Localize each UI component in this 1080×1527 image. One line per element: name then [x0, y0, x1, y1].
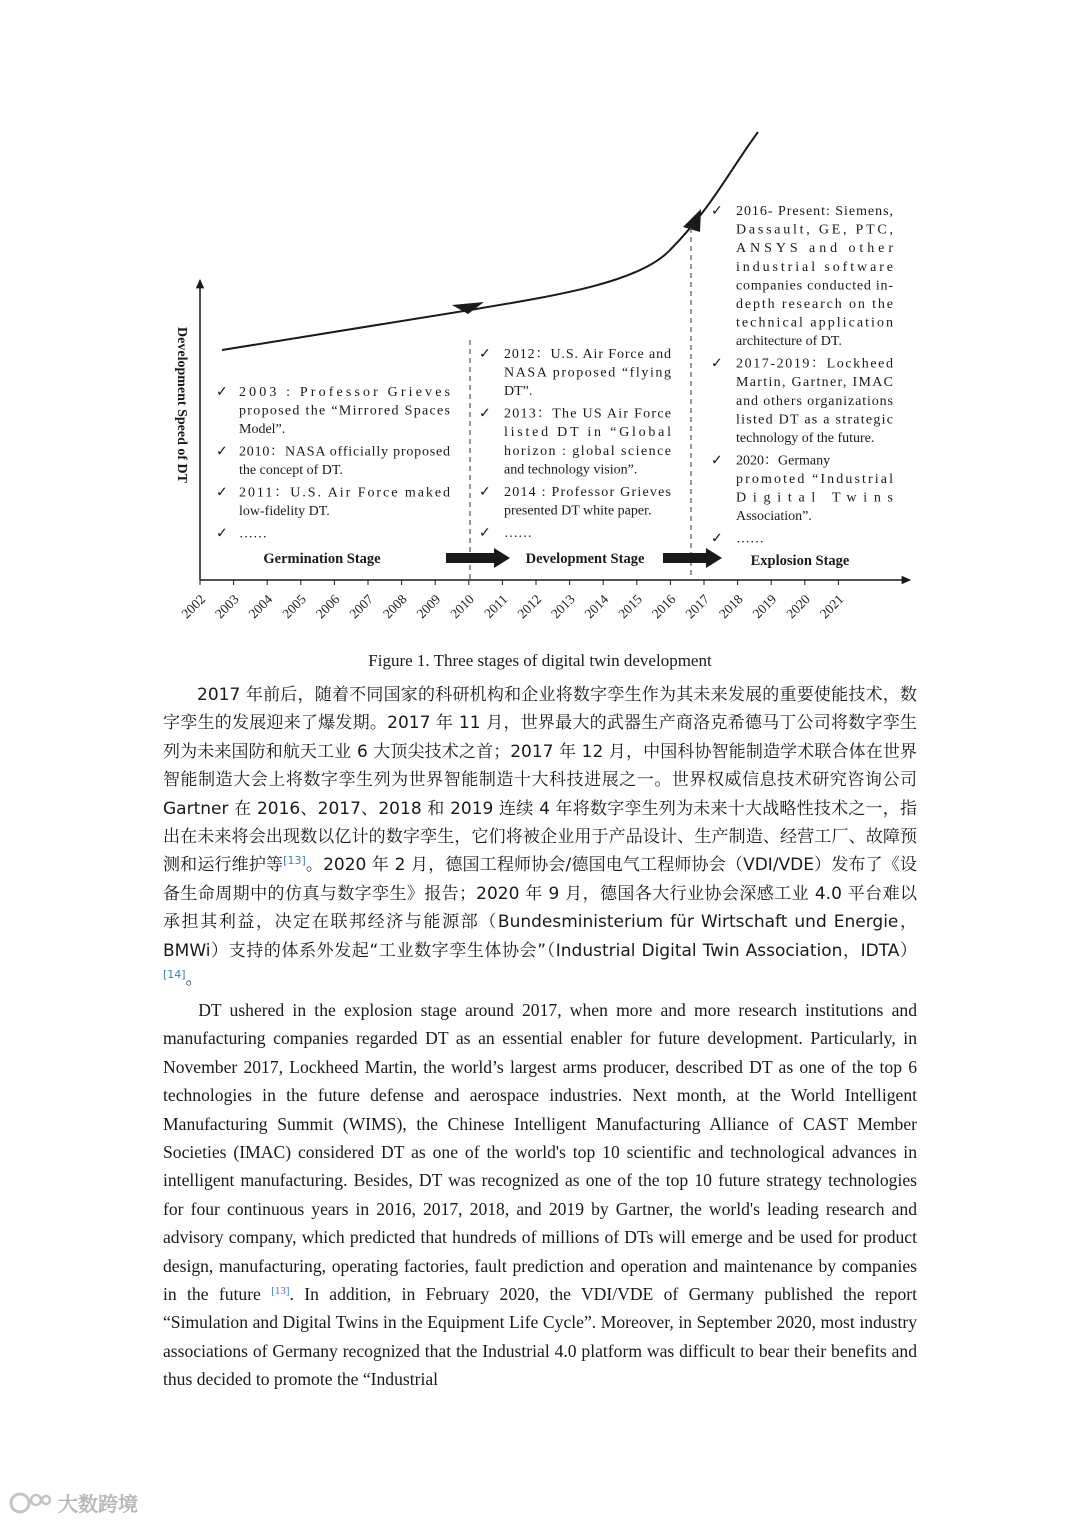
year-label-2011: 2011	[481, 591, 511, 621]
development-item-2-line: 2014 : Professor Grieves	[504, 484, 671, 500]
check-icon: ✓	[711, 531, 723, 547]
year-label-2008: 2008	[380, 591, 410, 622]
check-icon: ✓	[711, 204, 723, 219]
explosion-item-3-line: ……	[736, 531, 764, 547]
watermark-logo-icon	[8, 1491, 52, 1515]
explosion-item-1-line: 2017-2019：Lockheed	[736, 356, 893, 372]
explosion-item-0-line: companies conducted in-	[736, 278, 893, 294]
development-item-3-line: ……	[504, 525, 532, 541]
explosion-item-0-line: architecture of DT.	[736, 334, 842, 350]
zh-citation-13[interactable]: [13]	[283, 854, 306, 868]
development-item-2-line: presented DT white paper.	[504, 503, 652, 519]
en-text-1: DT ushered in the explosion stage around 2017, when more and more research institutions and manufacturing companies regarded DT as an essential enabler for future development. Particularly, in November 2017, Lockheed Martin, the world’s largest arms producer, described DT as one of the top 6 technologies in the future defense and aerospace industries. Next month, at the World Intelligent Manufacturing Summit (WIMS), the Chinese Intelligent Manufacturing Alliance of CAST Member Societies (IMAC) considered DT as one of the world's top 10 scientific and technological advances in intelligent manufacturing. Besides, DT was recognized as one of the top 10 future strategy technologies for four continuous years in 2016, 2017, 2018, and 2019 by Gartner, the world's leading research and advisory company, which predicted that hundreds of millions of DTs will emerge and be used for product design, manufacturing, operating factories, fault prediction and operation and maintenance by companies in the future	[163, 1000, 917, 1305]
germination-item-0-line: 2003 : Professor Grieves	[239, 385, 450, 400]
year-label-2014: 2014	[581, 591, 612, 622]
en-citation-13[interactable]: [13]	[271, 1285, 290, 1298]
germination-item-1-line: the concept of DT.	[239, 463, 343, 479]
development-item-1-line: and technology vision”.	[504, 462, 638, 478]
explosion-item-0-line: Dassault, GE, PTC,	[736, 222, 893, 238]
curve-arrow-2	[683, 209, 701, 232]
explosion-item-0-line: depth research on the	[736, 297, 893, 312]
year-label-2017: 2017	[682, 591, 713, 622]
year-label-2016: 2016	[648, 591, 679, 622]
year-label-2007: 2007	[346, 591, 377, 622]
germination-item-0-line: proposed the “Mirrored Spaces	[239, 403, 450, 419]
check-icon: ✓	[216, 485, 228, 501]
explosion-item-2-line: Association”.	[736, 509, 812, 525]
check-icon: ✓	[479, 347, 491, 362]
watermark-text: 大数跨境	[58, 1492, 138, 1516]
check-icon: ✓	[216, 444, 228, 460]
year-label-2015: 2015	[615, 591, 645, 622]
development-item-1-line: horizon : global science	[504, 443, 671, 459]
zh-citation-14[interactable]: [14]	[163, 968, 186, 982]
year-label-2005: 2005	[279, 591, 309, 622]
explosion-item-1-line: Martin, Gartner, IMAC	[736, 375, 893, 391]
explosion-item-2-line: Digital Twins	[736, 490, 893, 506]
germination-item-3-line: ……	[239, 526, 267, 542]
zh-text-3: 。	[185, 969, 203, 990]
check-icon: ✓	[479, 525, 491, 541]
check-icon: ✓	[216, 385, 228, 400]
year-label-2010: 2010	[447, 591, 477, 622]
year-label-2021: 2021	[816, 591, 847, 622]
explosion-item-0-line: technical application	[736, 315, 893, 331]
explosion-item-0-line: 2016- Present: Siemens,	[736, 204, 893, 219]
figure-caption: Figure 1. Three stages of digital twin development	[368, 651, 712, 670]
zh-text-2: 。2020 年 2 月，德国工程师协会/德国电气工程师协会（VDI/VDE）发布了《设备生命周期中的仿真与数字孪生》报告；2020 年 9 月，德国各大行业协会深感工业 4.0 平台难以承担其利益，决定在联邦经济与能源部（Bundesministerium für Wirtschaft und Energie，BMWi）支持的体系外发起“工业数字孪生体协会”（Industrial Digital Twin Association，IDTA）	[163, 855, 917, 961]
stage-label-development: Development Stage	[525, 551, 645, 567]
year-label-2003: 2003	[212, 591, 242, 622]
watermark	[8, 1488, 138, 1517]
year-label-2012: 2012	[514, 591, 545, 622]
development-item-0-line: NASA proposed “flying	[504, 365, 671, 381]
year-label-2006: 2006	[312, 591, 343, 622]
explosion-item-0-line: industrial software	[736, 259, 893, 275]
en-text-2: . In addition, in February 2020, the VDI/VDE of Germany published the report “Simulation and Digital Twins in the Equipment Life Cycle”. Moreover, in September 2020, most industry associations of Germany recognized that the Industrial 4.0 platform was difficult to bear their benefits and thus decided to promote the “Industrial	[163, 1284, 917, 1390]
zh-text-1: 2017 年前后，随着不同国家的科研机构和企业将数字孪生作为其未来发展的重要使能技术，数字孪生的发展迎来了爆发期。2017 年 11 月，世界最大的武器生产商洛克希德马丁公司将数字孪生列为未来国防和航天工业 6 大顶尖技术之首；2017 年 12 月，中国科协智能制造学术联合体在世界智能制造大会上将数字孪生列为世界智能制造十大科技进展之一。世界权威信息技术研究咨询公司 Gartner 在 2016、2017、2018 和 2019 连续 4 年将数字孪生列为未来十大战略性技术之一，指出在未来将会出现数以亿计的数字孪生，它们将被企业用于产品设计、生产制造、经营工厂、故障预测和运行维护等	[163, 685, 917, 876]
y-axis-label: Development Speed of DT	[174, 327, 189, 483]
explosion-item-1-line: and others organizations	[736, 393, 893, 409]
year-label-2020: 2020	[783, 591, 813, 622]
explosion-item-0-line: ANSYS and other	[736, 241, 893, 257]
growth-curve	[222, 132, 758, 350]
year-label-2009: 2009	[413, 591, 444, 622]
check-icon: ✓	[711, 356, 723, 372]
check-icon: ✓	[216, 526, 228, 542]
development-item-1-line: 2013：The US Air Force	[504, 406, 671, 422]
chinese-paragraph	[163, 681, 917, 993]
check-icon: ✓	[479, 484, 491, 500]
explosion-item-1-line: listed DT as a strategic	[736, 412, 893, 428]
germination-item-1-line: 2010：NASA officially proposed	[239, 444, 450, 460]
year-label-2004: 2004	[245, 591, 276, 622]
stage-label-explosion: Explosion Stage	[750, 553, 850, 569]
explosion-item-2-line: 2020：Germany	[736, 453, 831, 469]
development-item-0-line: DT”.	[504, 384, 533, 400]
stage-arrow-2	[663, 548, 722, 568]
year-label-2002: 2002	[178, 591, 209, 622]
explosion-item-2-line: promoted “Industrial	[736, 472, 893, 487]
development-item-0-line: 2012：U.S. Air Force and	[504, 347, 671, 362]
check-icon: ✓	[711, 453, 723, 469]
year-label-2019: 2019	[749, 591, 780, 622]
germination-item-2-line: 2011：U.S. Air Force maked	[239, 485, 450, 501]
germination-item-2-line: low-fidelity DT.	[239, 504, 330, 520]
germination-item-0-line: Model”.	[239, 422, 286, 438]
stage-arrow-1	[446, 548, 510, 568]
english-paragraph	[163, 996, 917, 1394]
explosion-item-1-line: technology of the future.	[736, 431, 875, 446]
year-label-2018: 2018	[716, 591, 746, 622]
check-icon: ✓	[479, 406, 491, 422]
development-item-1-line: listed DT in “Global	[504, 425, 671, 441]
stage-label-germination: Germination Stage	[263, 551, 381, 567]
digital-twin-stages-figure	[0, 0, 1080, 640]
year-label-2013: 2013	[548, 591, 578, 622]
